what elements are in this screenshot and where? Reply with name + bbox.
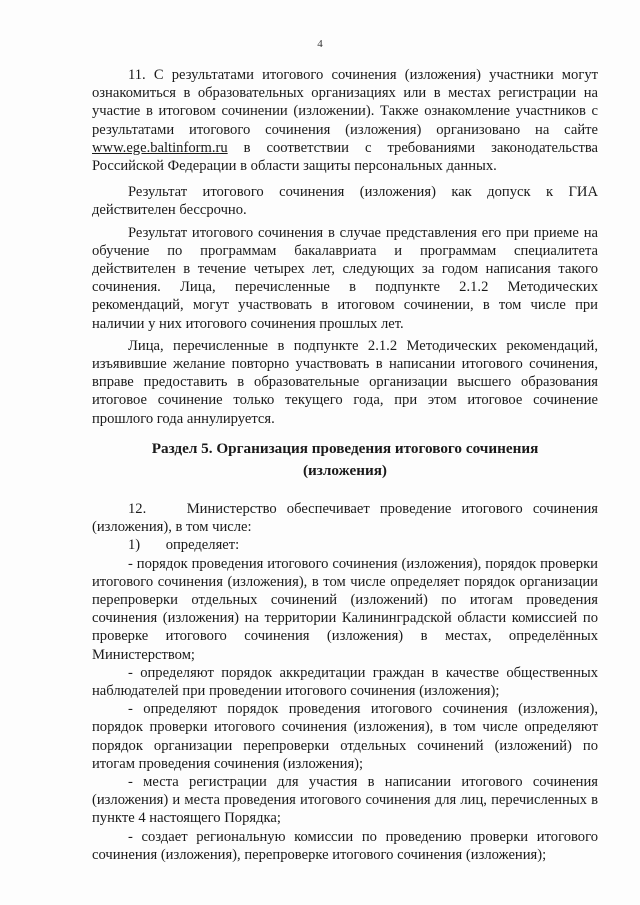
section-5-title-line1: Раздел 5. Организация проведения итогового сочинения xyxy=(151,440,539,457)
paragraph-12: 12. Министерство обеспечивает проведение итогового сочинения (изложения), в том числе: xyxy=(92,501,598,536)
section-5-title-line2: (изложения) xyxy=(303,462,387,479)
page-number: 4 xyxy=(317,38,323,50)
paragraph-11-end: в соответствии с требованиями законодательства Российской Федерации в области защиты персональных данных. xyxy=(92,139,598,175)
section-5-title xyxy=(92,438,598,482)
list-item: - определяют порядок аккредитации граждан в качестве общественных наблюдателей при проведении итогового сочинения (изложения); xyxy=(92,664,598,700)
list-item: - места регистрации для участия в написании итогового сочинения (изложения) и места проведения итогового сочинения для лиц, перечисленных в пункте 4 настоящего Порядка; xyxy=(92,774,598,827)
paragraph-11-text: 11. С результатами итогового сочинения (изложения) участники могут ознакомиться в образовательных организациях или в местах регистрации на участие в итоговом сочинении (изложении). Также ознакомление участников с результатами итогового сочинения (изложения) организовано на сайте xyxy=(92,67,598,138)
site-link[interactable]: www.ege.baltinform.ru xyxy=(92,139,228,156)
list-item: - создает региональную комиссии по проведению проверки итогового сочинения (изложения), перепроверке итогового сочинения (изложения); xyxy=(92,828,598,863)
list-item: - определяют порядок проведения итогового сочинения (изложения), порядок проверки итогового сочинения (изложения), в том числе определяют порядок организации перепроверки отдельных сочинений (изложений) по итогам проведения сочинения (изложения); xyxy=(92,701,598,772)
organization-block xyxy=(92,500,598,864)
results-block xyxy=(92,66,598,428)
subitem-1: 1) определяет: xyxy=(128,537,240,554)
paragraph-gia: Результат итогового сочинения (изложения) как допуск к ГИА действителен бессрочно. xyxy=(92,184,598,219)
paragraph-repeat: Лица, перечисленные в подпункте 2.1.2 Методических рекомендаций, изъявившие желание повторно участвовать в написании итогового сочинения, вправе предоставить в образовательные организации высшего образования итоговое сочинение только текущего года, при этом итоговое сочинение прошлого года аннулируется. xyxy=(92,337,598,427)
paragraph-admission: Результат итогового сочинения в случае представления его при приеме на обучение по программам бакалавриата и программам специалитета действителен в течение четырех лет, следующих за годом написания такого сочинения. Лица, перечисленные в подпункте 2.1.2 Методических рекомендаций, могут участвовать в итоговом сочинении, в том числе при наличии у них итогового сочинения прошлых лет. xyxy=(92,224,598,332)
paragraph-11 xyxy=(92,66,598,175)
list-item: - порядок проведения итогового сочинения (изложения), порядок проверки итогового сочинения (изложения), в том числе определяет порядок организации перепроверки отдельных сочинений (изложений) по итогам проведения сочинения (изложения) на территории Калининградской области комиссией по проверке итогового сочинения (изложения) в местах, определённых Министерством; xyxy=(92,555,598,663)
